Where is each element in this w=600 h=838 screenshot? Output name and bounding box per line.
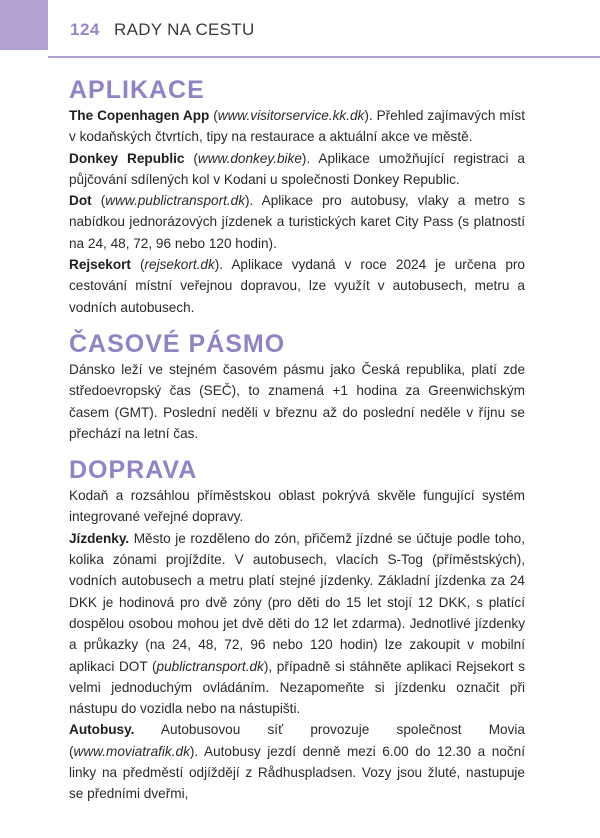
- text: (: [184, 150, 198, 166]
- app-name: The Copenhagen App: [69, 108, 210, 123]
- text: (: [209, 108, 218, 123]
- app-url: www.publictransport.dk: [105, 193, 246, 209]
- app-url: www.donkey.bike: [197, 150, 302, 166]
- section-title-casove-pasmo: ČASOVÉ PÁSMO: [69, 329, 286, 358]
- app-entry: [69, 148, 525, 191]
- transport-intro: Kodaň a rozsáhlou příměstskou oblast pokrývá skvěle fungující systém integrované veřejné dopravy.: [69, 488, 525, 525]
- section-title-aplikace: APLIKACE: [69, 76, 205, 104]
- page-header: [48, 0, 600, 50]
- buses-paragraph: [69, 719, 525, 804]
- app-name: Rejsekort: [69, 257, 131, 273]
- buses-url: www.moviatrafik.dk: [73, 743, 190, 759]
- tickets-label: Jízdenky.: [69, 530, 130, 546]
- app-entry: [69, 105, 525, 148]
- app-description: ). Aplikace pro autobusy, vlaky a metro s nabídkou jednorázových jízdenek a turistických karet City Pass (s platností na 24, 48, 72, 96 nebo 120 hodin).: [69, 193, 525, 251]
- app-name: Dot: [69, 193, 92, 209]
- app-name: Donkey Republic: [69, 150, 185, 166]
- timezone-text: Dánsko leží ve stejném časovém pásmu jako Česká republika, platí zde středoevropský čas (SEČ), to znamená +1 hodina za Greenwichským časem (GMT). Poslední neděli v březnu až do poslední neděle v říjnu se přechází na letní čas.: [69, 361, 525, 441]
- app-list: [69, 105, 525, 318]
- section-title-doprava: DOPRAVA: [69, 456, 198, 485]
- app-description: ). Aplikace vydaná v roce 2024 je určena pro cestování místní veřejnou dopravou, lze využít v autobusech, metru a vodních autobusech.: [69, 257, 525, 315]
- app-description: ). Přehled zajímavých míst v kodaňských čtvrtích, tipy na restaurace a aktuální akce ve městě.: [69, 108, 526, 145]
- header-rule: [48, 56, 600, 58]
- page-content: [69, 76, 525, 805]
- app-entry: [69, 254, 525, 318]
- tickets-url: publictransport.dk: [156, 658, 264, 674]
- app-url: rejsekort.dk: [144, 257, 215, 273]
- text: (: [130, 257, 145, 273]
- page-tab-decoration: [0, 0, 48, 50]
- app-url: www.visitorservice.kk.dk: [217, 108, 365, 123]
- tickets-text: Město je rozděleno do zón, přičemž jízdné se účtuje podle toho, kolika zónami projíždíte. V autobusech, vlacích S-Tog (příměstských), vodních autobusech a metru platí stejné jízdenky. Základní jízdenka za 24 DKK je hodinová pro dvě zóny (pro děti do 15 let stojí 12 DKK, s platící dospělou osobou mohou jet dvě děti do 12 let zdarma). Jednotlivé jízdenky a průkazky (na 24, 48, 72, 96 nebo 120 hodin) lze zakoupit v mobilní aplikaci DOT (: [69, 530, 525, 674]
- buses-label: Autobusy.: [69, 722, 135, 738]
- tickets-text-2: ), případně si stáhněte aplikaci Rejsekort s velmi jednoduchým ovládáním. Nezapomeňte si jízdenku označit při nástupu do vozidla nebo na nástupišti.: [69, 658, 525, 717]
- page-number: 124: [70, 20, 100, 39]
- buses-text: Autobusovou síť provozuje společnost Movia (: [69, 722, 525, 759]
- text: (: [91, 193, 106, 209]
- buses-text-2: ). Autobusy jezdí denně mezi 6.00 do 12.30 a noční linky na předměstí odjíždějí z Rådhuspladsen. Vozy jsou žluté, nastupuje se předními dveřmi,: [69, 743, 525, 802]
- app-entry: [69, 190, 525, 254]
- app-description: ). Aplikace umožňující registraci a půjčování sdílených kol v Kodani u společnosti Donkey Republic.: [69, 150, 525, 187]
- tickets-paragraph: [69, 528, 525, 720]
- running-head: RADY NA CESTU: [114, 20, 255, 39]
